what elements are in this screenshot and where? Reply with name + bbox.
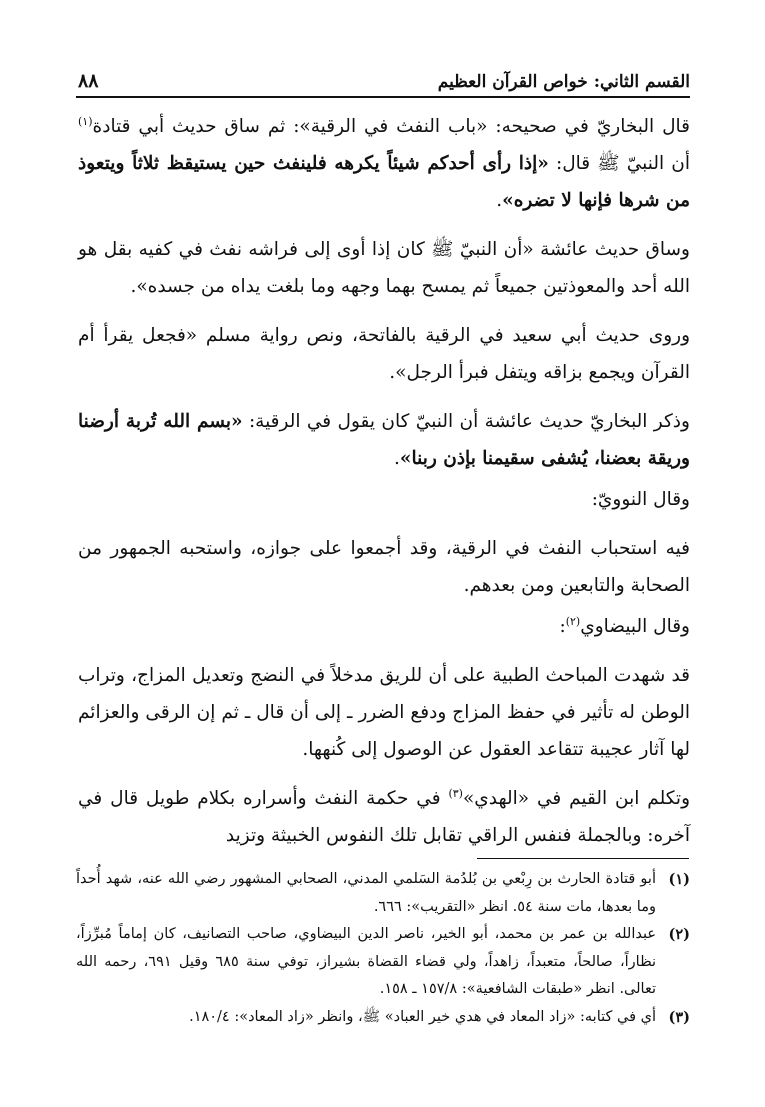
footnote-ref-2[interactable]: (٢) (565, 614, 581, 628)
paragraph-abu-said: وروى حديث أبي سعيد في الرقية بالفاتحة، ونص رواية مسلم «فجعل يقرأ أم القرآن ويجمع بزاقه ويتفل فبرأ الرجل». (78, 325, 690, 383)
footnote-ref-3[interactable]: (٣) (448, 786, 463, 800)
body-text (78, 108, 690, 866)
paragraph-bukhari-nafth: قال البخاريّ في صحيحه: «باب النفث في الرقية»: ثم ساق حديث أبي قتادة$^{(١)}$ أن النبيّ ﷺ قال: «إذا رأى أحدكم شيئاً يكرهه فلينفث حين يستيقظ ثلاثاً ويتعوذ من شرها فإنها لا تضره». (78, 114, 690, 211)
paragraph-nawawi-quote: فيه استحباب النفث في الرقية، وقد أجمعوا على جوازه، واستحبه الجمهور من الصحابة والتابعين ومن بعدهم. (78, 538, 690, 596)
footnote-ref-1[interactable]: (١) (78, 114, 93, 128)
paragraph-nawawi-intro: وقال النوويّ: (591, 489, 690, 510)
header-rule (76, 96, 690, 98)
footnote-number: (٣) (668, 1008, 690, 1026)
paragraph-baydawi-quote: قد شهدت المباحث الطبية على أن للريق مدخلاً في النضج وتعديل المزاج، وتراب الوطن له تأثير في حفظ المزاج ودفع الضرر ـ إلى أن قال ـ ثم إن الرقى والعزائم لها آثار عجيبة تتقاعد العقول عن الوصول إلى كُنهها. (78, 665, 690, 760)
footnote-text: أبو قتادة الحارث بن رِبْعي بن بُلدُمة السَلمي المدني، الصحابي المشهور رضي الله عنه، شهد أُحداً وما بعدها، مات سنة ٥٤. انظر «التقريب»: ٦٦٦. (76, 871, 656, 915)
ruqya-quote: «بسم الله تُربة أرضنا وريقة بعضنا، يُشفى سقيمنا بإذن ربنا» (78, 411, 690, 469)
page-number: ٨٨ (78, 70, 99, 92)
footnotes (76, 866, 690, 1031)
footnote-text: عبدالله بن عمر بن محمد، أبو الخير، ناصر الدين البيضاوي، صاحب التصانيف، كان إماماً مُبرِّزاً، نظاراً، صالحاً، متعبداً، زاهداً، ولي قضاء القضاة بشيراز، توفي سنة ٦٨٥ وقيل ٦٩١، رحمه الله تعالى. انظر «طبقات الشافعية»: ١٥٧/٨ ـ ١٥٨. (76, 926, 656, 997)
footnote-number: (٢) (668, 926, 690, 943)
footnote-2 (76, 921, 690, 1004)
footnote-number: (١) (668, 871, 690, 888)
footnote-3 (76, 1004, 690, 1032)
footnote-text: أي في كتابه: «زاد المعاد في هدي خير العباد» ﷺ، وانظر «زاد المعاد»: ١٨٠/٤. (189, 1008, 656, 1025)
paragraph-baydawi-intro: وقال البيضاوي$^{(٢)}$: (559, 614, 690, 637)
paragraph-ruqya-formula: وذكر البخاريّ حديث عائشة أن النبيّ كان يقول في الرقية: «بسم الله تُربة أرضنا وريقة بعضنا، يُشفى سقيمنا بإذن ربنا». (78, 411, 690, 469)
footnote-separator (477, 858, 689, 859)
page-header (78, 58, 690, 92)
paragraph-ibn-qayyim: وتكلم ابن القيم في «الهدي»$^{(٣)}$ في حكمة النفث وأسراره بكلام طويل قال في آخره: وبالجملة فنفس الراقي تقابل تلك النفوس الخبيثة وتزيد (78, 786, 690, 846)
running-title: القسم الثاني: خواص القرآن العظيم (437, 72, 690, 92)
footnote-1 (76, 866, 690, 921)
hadith-quote: «إذا رأى أحدكم شيئاً يكرهه فلينفث حين يستيقظ ثلاثاً ويتعوذ من شرها فإنها لا تضره» (78, 153, 690, 211)
paragraph-aisha-hadith: وساق حديث عائشة «أن النبيّ ﷺ كان إذا أوى إلى فراشه نفث في كفيه بقل هو الله أحد والمعوذتين جميعاً ثم يمسح بهما وجهه وما بلغت يداه من جسده». (78, 239, 690, 297)
